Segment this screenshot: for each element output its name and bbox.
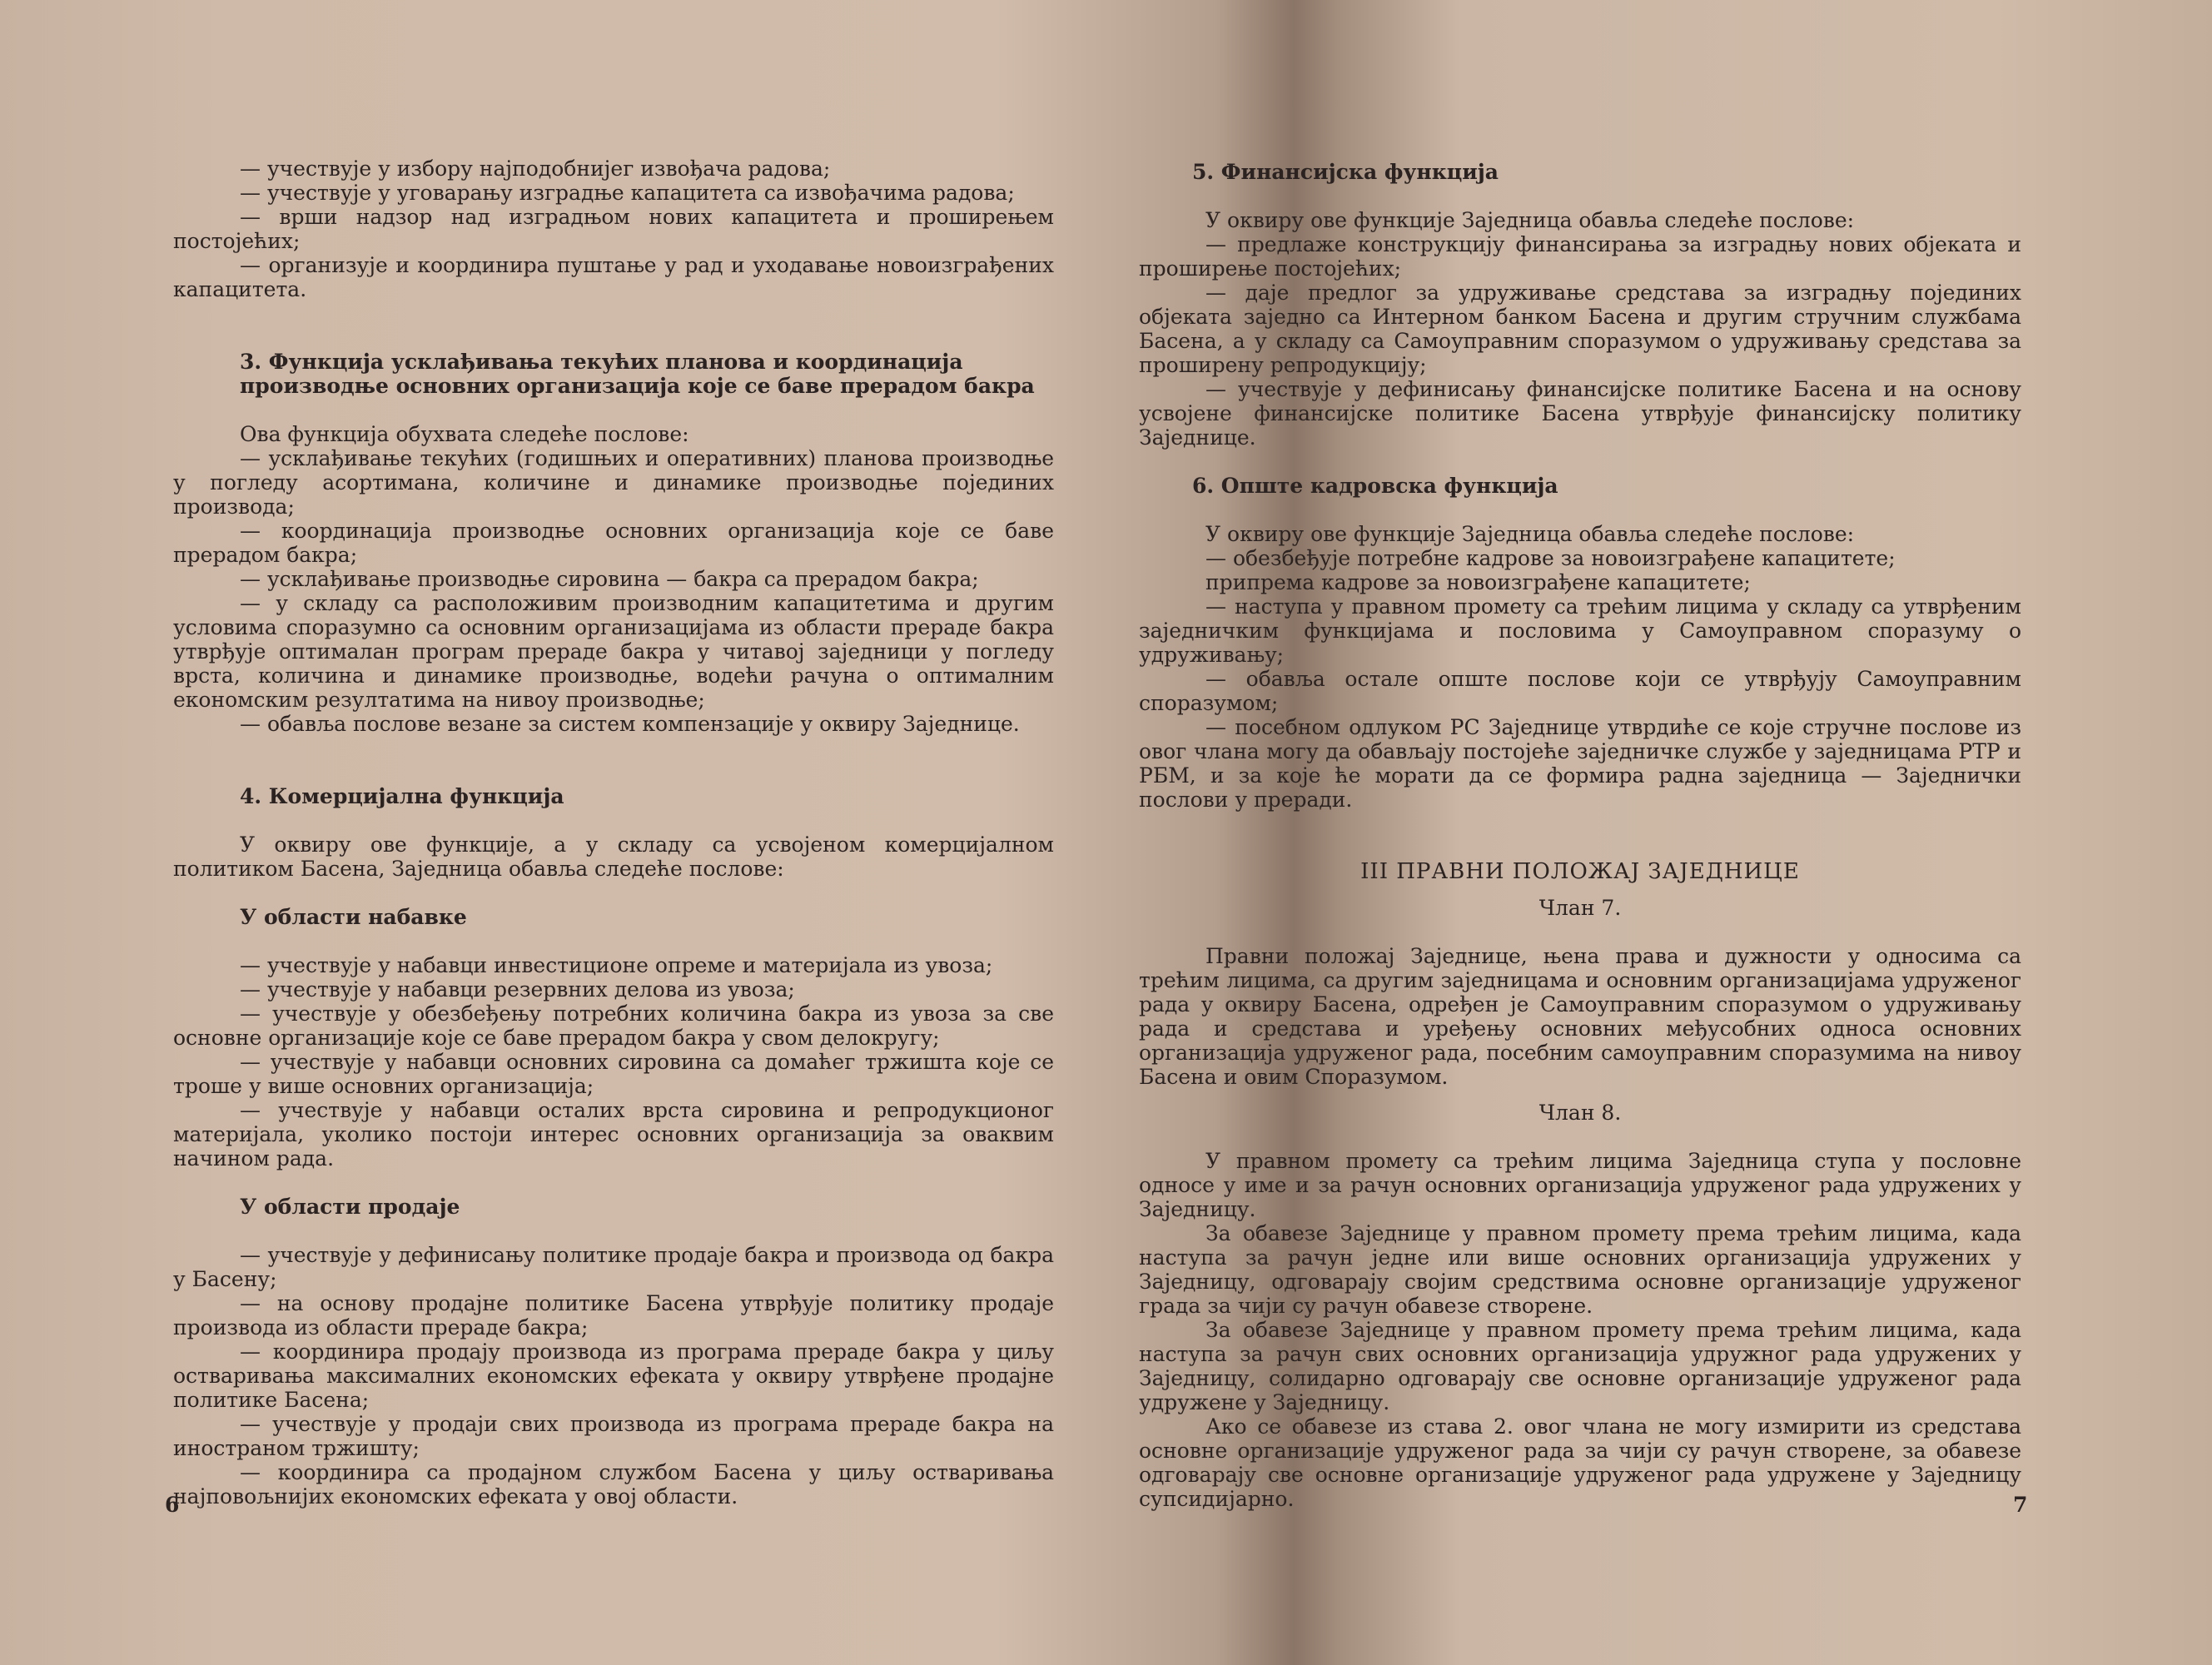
list-item: — обавља остале опште послове који се утврђују Самоуправним споразумом; — [1139, 667, 2021, 715]
list-item: — усклађивање текућих (годишњих и оперативних) планова производње у погледу асортимана, количине и динамике производње појединих производа; — [173, 446, 1054, 519]
subsection-heading: У области продаје — [240, 1195, 460, 1219]
list-item: — координира продају производа из програма прераде бакра у циљу остваривања максималних економских ефеката у оквиру утврђене продајне политике Басена; — [173, 1339, 1054, 1412]
list-item: — даје предлог за удруживање средстава за изградњу појединих објеката заједно са Интерном банком Басена и другим стручним службама Басена, а у складу са Самоуправним споразумом о удруживању средстава за проширену репродукцију; — [1139, 281, 2021, 377]
article-paragraph: У правном промету са трећим лицима Заједница ступа у пословне односе у име и за рачун основних организација удруженог рада удружених у Заједницу. — [1139, 1149, 2021, 1221]
article-title: Члан 7. — [1538, 896, 1622, 920]
list-item: — учествује у продаји свих производа из програма прераде бакра на иностраном тржишту; — [173, 1412, 1054, 1460]
article-paragraph: За обавезе Заједнице у правном промету према трећим лицима, када наступа за рачун једне или више основних организација удружених у Заједницу, одговарају својим средствима основне организације удруженог града за чији су рачун обавезе створене. — [1139, 1221, 2021, 1318]
chapter-title: III ПРАВНИ ПОЛОЖАЈ ЗАЈЕДНИЦЕ — [1360, 859, 1800, 884]
list-item: — на основу продајне политике Басена утврђује политику продаје производа из области прераде бакра; — [173, 1291, 1054, 1339]
section-heading: 4. Комерцијална функција — [240, 784, 564, 808]
article-paragraph: Ако се обавезе из става 2. овог члана не могу измирити из средстава основне организације удруженог рада за чији су рачун створене, за обавезе одговарају све основне организације удруженог рада удружене у Заједницу супсидијарно. — [1139, 1414, 2021, 1511]
section-intro: У оквиру ове функције, а у складу са усвојеном комерцијалном политиком Басена, Заједница обавља следеће послове: — [173, 832, 1054, 881]
subsection-heading: У области набавке — [240, 905, 467, 929]
section-intro: У оквиру ове функције Заједница обавља следеће послове: — [1205, 522, 1855, 546]
list-item: — учествује у дефинисању финансијске политике Басена и на основу усвојене финансијске политике Басена утврђује финансијску политику Заједнице. — [1139, 377, 2021, 450]
list-item: — врши надзор над изградњом нових капацитета и проширењем постојећих; — [173, 205, 1054, 253]
article-paragraph: Правни положај Заједнице, њена права и дужности у односима са трећим лицима, са другим заједницама и основним организацијама удруженог рада у оквиру Басена, одређен је Самоуправним споразумом о удруживању рада и средстава и уређењу основних међусобних односа основних организација удруженог рада, посебним самоуправним споразумима на нивоу Басена и овим Споразумом. — [1139, 944, 2021, 1089]
list-item: — учествује у дефинисању политике продаје бакра и производа од бакра у Басену; — [173, 1243, 1054, 1291]
list-item: — у складу са расположивим производним капацитетима и другим условима споразумно са основним организацијама из области прераде бакра утврђује оптималан програм прераде бакра у читавој заједници у погледу врста, количина и динамике производње, водећи рачуна о оптималним економским резултатима на нивоу производње; — [173, 591, 1054, 712]
list-item: — посебном одлуком РС Заједнице утврдиће се које стручне послове из овог члана могу да обављају постојеће заједничке службе у заједницама РТР и РБМ, и за које ће морати да се формира радна заједница — Заједнички послови у преради. — [1139, 715, 2021, 812]
left-page-text — [173, 157, 1054, 1508]
list-item: — учествује у набавци инвестиционе опреме и материјала из увоза; — [240, 953, 993, 977]
list-item: — предлаже конструкцију финансирања за изградњу нових објеката и проширење постојећих; — [1139, 232, 2021, 281]
list-item: — координација производње основних организација које се баве прерадом бакра; — [173, 519, 1054, 567]
page-number-left: 6 — [165, 1493, 180, 1517]
section-intro: У оквиру ове функције Заједница обавља следеће послове: — [1205, 208, 1855, 232]
list-item: — учествује у набавци осталих врста сировина и репродукционог материјала, уколико постоји интерес основних организација за оваквим начином рада. — [173, 1098, 1054, 1170]
article-title: Члан 8. — [1538, 1101, 1622, 1125]
section-heading: 5. Финансијска функција — [1192, 160, 1499, 184]
list-item: — организује и координира пуштање у рад и уходавање новоизграђених капацитета. — [173, 253, 1054, 301]
section-intro: Ова функција обухвата следеће послове: — [240, 422, 689, 446]
list-item: — учествује у уговарању изградње капацитета са извођачима радова; — [240, 181, 1015, 205]
list-item: — наступа у правном промету са трећим лицима у складу са утврђеним заједничким функцијама и пословима у Самоуправном споразуму о удруживању; — [1139, 594, 2021, 667]
list-item: — учествује у набавци основних сировина са домаћег тржишта које се троше у више основних организација; — [173, 1050, 1054, 1098]
list-item: — учествује у избору најподобнијег извођача радова; — [240, 157, 831, 181]
list-item: — обезбеђује потребне кадрове за новоизграђене капацитете; — [1205, 546, 1896, 570]
list-item: припрема кадрове за новоизграђене капацитете; — [1205, 570, 1751, 594]
list-item: — координира са продајном службом Басена у циљу остваривања најповољнијих економских ефеката у овој области. — [173, 1460, 1054, 1508]
section-heading: 3. Функција усклађивања текућих планова и координација производње основних организација које се баве прерадом бакра — [240, 350, 1035, 398]
right-page-text — [1139, 160, 2021, 1511]
list-item: — обавља послове везане за систем компензације у оквиру Заједнице. — [240, 712, 1020, 736]
list-item: — учествује у набавци резервних делова из увоза; — [240, 977, 795, 1001]
page-number-right: 7 — [2013, 1493, 2028, 1517]
article-paragraph: За обавезе Заједнице у правном промету према трећим лицима, када наступа за рачун свих основних организација удружног рада удружених у Заједницу, солидарно одговарају све основне организације удруженог рада удружене у Заједницу. — [1139, 1318, 2021, 1414]
list-item: — усклађивање производње сировина — бакра са прерадом бакра; — [240, 567, 979, 591]
section-heading: 6. Опште кадровска функција — [1192, 474, 1558, 498]
list-item: — учествује у обезбеђењу потребних количина бакра из увоза за све основне организације које се баве прерадом бакра у свом делокругу; — [173, 1001, 1054, 1050]
